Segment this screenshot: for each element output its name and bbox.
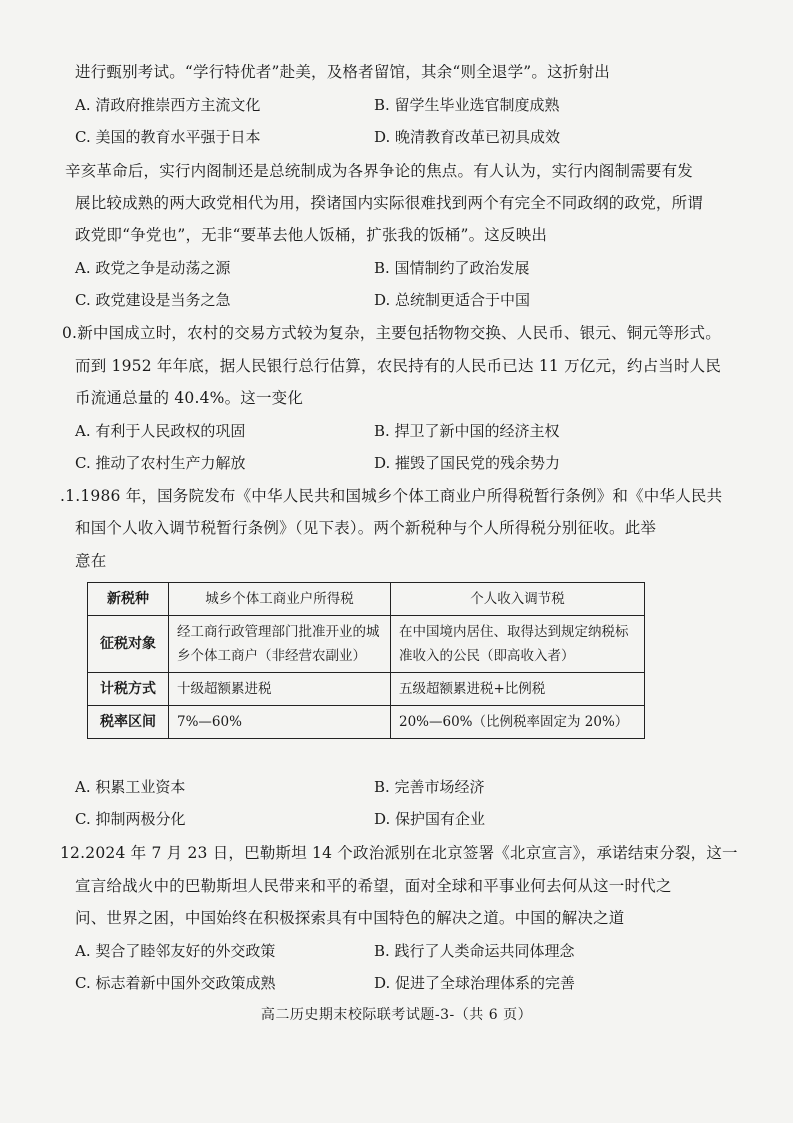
table-cell: 7%—60% (169, 706, 391, 739)
q8-option-d[interactable]: D. 晚清教育改革已初具成效 (374, 128, 561, 146)
table-header-new-tax: 新税种 (88, 583, 169, 616)
q8-option-c[interactable]: C. 美国的教育水平强于日本 (75, 128, 261, 146)
q9-option-b[interactable]: B. 国情制约了政治发展 (374, 259, 530, 277)
table-cell: 20%—60%（比例税率固定为 20%） (391, 706, 645, 739)
q8-option-b[interactable]: B. 留学生毕业选官制度成熟 (374, 96, 560, 114)
q9-option-d[interactable]: D. 总统制更适合于中国 (374, 291, 531, 309)
q11-number: .1. (60, 487, 81, 505)
table-header-row (88, 583, 645, 616)
q11-stem-line-2: 和国个人收入调节税暂行条例》（见下表）。两个新税种与个人所得税分别征收。此举 (75, 519, 657, 537)
q10-stem-line-3: 币流通总量的 40.4%。这一变化 (75, 389, 304, 407)
q9-stem-line-2: 展比较成熟的两大政党相代为用，揆诸国内实际很难找到两个有完全不同政纲的政党，所谓 (75, 194, 704, 212)
q12-number: 12. (60, 844, 86, 862)
q9-stem-line-1: 辛亥革命后，实行内阁制还是总统制成为各界争论的焦点。有人认为，实行内阁制需要有发 (65, 162, 694, 180)
q10-stem-text-1: 新中国成立时，农村的交易方式较为复杂，主要包括物物交换、人民币、银元、铜元等形式。 (77, 324, 721, 342)
table-header-income-tax: 个人收入调节税 (391, 583, 645, 616)
q10-number: 0. (62, 324, 78, 342)
table-row (88, 673, 645, 706)
q12-option-a[interactable]: A. 契合了睦邻友好的外交政策 (75, 942, 276, 960)
q12-stem-line-3: 问、世界之困，中国始终在积极探索具有中国特色的解决之道。中国的解决之道 (75, 909, 625, 927)
page-footer: 高二历史期末校际联考试题-3-（共 6 页） (260, 1007, 533, 1023)
q12-stem-text-1: 2024 年 7 月 23 日，巴勒斯坦 14 个政治派别在北京签署《北京宣言》，承诺结束分裂，这一 (85, 844, 738, 862)
table-row-label: 税率区间 (88, 706, 169, 739)
q12-option-b[interactable]: B. 践行了人类命运共同体理念 (374, 942, 575, 960)
q11-option-c[interactable]: C. 抑制两极分化 (75, 810, 186, 828)
q12-option-c[interactable]: C. 标志着新中国外交政策成熟 (75, 974, 276, 992)
q11-option-d[interactable]: D. 保护国有企业 (374, 810, 486, 828)
tax-comparison-table (87, 582, 645, 739)
q10-option-b[interactable]: B. 捍卫了新中国的经济主权 (374, 422, 560, 440)
question-8-stem-tail: 进行甄别考试。“学行特优者”赴美，及格者留馆，其余“则全退学”。这折射出 (75, 63, 610, 81)
table-header-household-tax: 城乡个体工商业户所得税 (169, 583, 391, 616)
table-row-label: 征税对象 (88, 616, 169, 673)
q10-option-d[interactable]: D. 摧毁了国民党的残余势力 (374, 454, 561, 472)
table-row-label: 计税方式 (88, 673, 169, 706)
q12-option-d[interactable]: D. 促进了全球治理体系的完善 (374, 974, 576, 992)
q11-option-a[interactable]: A. 积累工业资本 (75, 778, 186, 796)
q12-stem-line-2: 宣言给战火中的巴勒斯坦人民带来和平的希望，面对全球和平事业何去何从这一时代之 (75, 877, 672, 895)
table-row (88, 706, 645, 739)
q10-option-c[interactable]: C. 推动了农村生产力解放 (75, 454, 246, 472)
q12-stem-line-1 (60, 843, 738, 863)
table-cell: 五级超额累进税+比例税 (391, 673, 645, 706)
q11-stem-text-1: 1986 年，国务院发布《中华人民共和国城乡个体工商业户所得税暂行条例》和《中华人民共 (80, 487, 723, 505)
q10-stem-line-1 (62, 323, 721, 343)
table-row (88, 616, 645, 673)
q10-option-a[interactable]: A. 有利于人民政权的巩固 (75, 422, 246, 440)
q9-option-a[interactable]: A. 政党之争是动荡之源 (75, 259, 231, 277)
table-cell: 经工商行政管理部门批准开业的城乡个体工商户（非经营农副业） (169, 616, 391, 673)
q9-stem-line-3: 政党即“争党也”，无非“要革去他人饭桶，扩张我的饭桶”。这反映出 (75, 226, 548, 244)
q11-stem-line-1 (60, 486, 722, 506)
q9-option-c[interactable]: C. 政党建设是当务之急 (75, 291, 231, 309)
q10-stem-line-2: 而到 1952 年年底，据人民银行总行估算，农民持有的人民币已达 11 万亿元，约占当时人民 (75, 357, 722, 375)
table-cell: 十级超额累进税 (169, 673, 391, 706)
table-cell: 在中国境内居住、取得达到规定纳税标准收入的公民（即高收入者） (391, 616, 645, 673)
q8-option-a[interactable]: A. 清政府推崇西方主流文化 (75, 96, 261, 114)
q11-stem-line-3: 意在 (75, 552, 107, 570)
q11-option-b[interactable]: B. 完善市场经济 (374, 778, 485, 796)
